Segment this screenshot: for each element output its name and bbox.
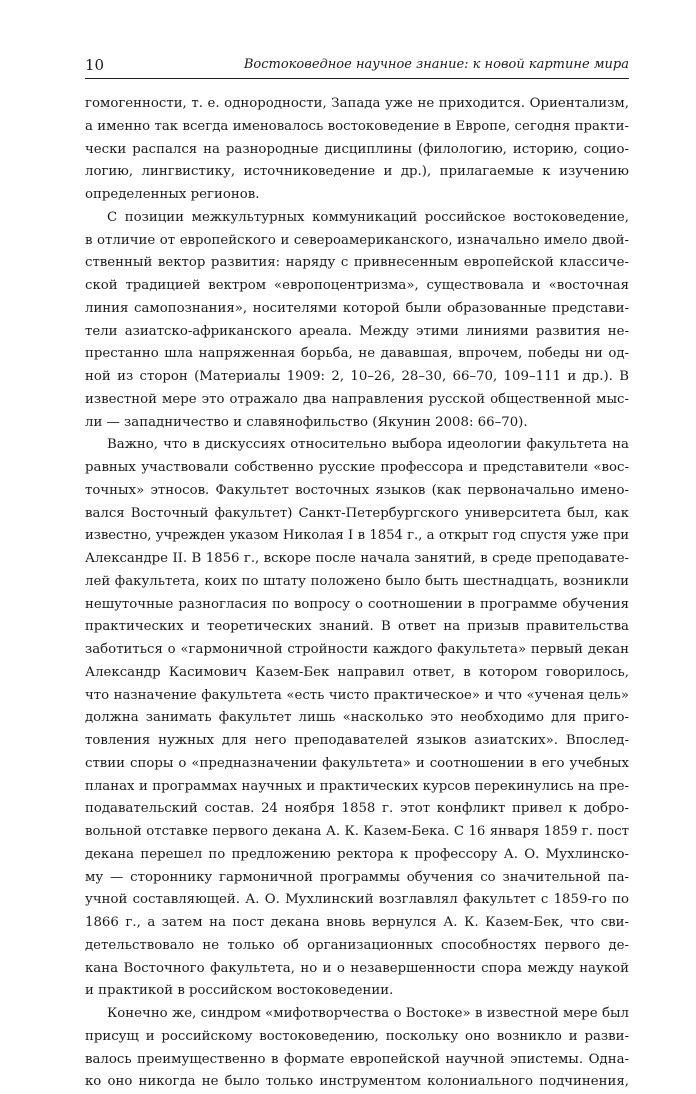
text-line: должна занимать факультет лишь «насколько это необходимо для приго- <box>85 710 629 726</box>
text-line: товления нужных для него преподавателей языков азиатских». Впослед- <box>85 733 629 748</box>
text-line: детельствовало не только об организационных способностях первого де- <box>85 937 629 953</box>
text-line: гомогенности, т. е. однородности, Запада уже не приходится. Ориентализм, <box>85 96 629 111</box>
text-line: практических и теоретических знаний. В ответ на призыв правительства <box>85 619 629 635</box>
text-line: валось преимущественно в формате европейской научной эпистемы. Одна- <box>85 1051 629 1067</box>
text-line: Александре II. В 1856 г., вскоре после начала занятий, в среде преподавате- <box>85 551 629 566</box>
running-title: Востоковедное научное знание: к новой картине мира <box>243 57 629 72</box>
text-line: Важно, что в дискуссиях относительно выбора идеологии факультета на <box>107 437 629 453</box>
text-line: вался Восточный факультет) Санкт-Петербургского университета был, как <box>85 505 629 521</box>
text-line: определенных регионов. <box>85 187 260 202</box>
text-line: ствии споры о «предназначении факультета» и соотношении в его учебных <box>85 755 629 771</box>
paragraph <box>85 207 629 435</box>
text-line: и практикой в российском востоковедении. <box>85 983 394 999</box>
text-line: присущ и российскому востоковедению, поскольку оно возникло и разви- <box>85 1028 629 1044</box>
text-line: тели азиатско-африканского ареала. Между этими линиями развития не- <box>85 323 629 339</box>
text-line: логию, лингвистику, источниковедение и др.), прилагаемые к изучению <box>85 164 629 180</box>
text-line: известной мере это отражало два направления русской общественной мыс- <box>85 391 629 407</box>
text-line: нешуточные разногласия по вопросу о соотношении в программе обучения <box>85 596 629 612</box>
text-line: точных» этносов. Факультет восточных языков (как первоначально имено- <box>85 482 629 498</box>
text-line: престанно шла напряженная борьба, не дававшая, впрочем, победы ни од- <box>85 346 629 362</box>
text-line: кана Восточного факультета, но и о незавершенности спора между наукой <box>85 960 629 976</box>
paragraph <box>85 93 629 207</box>
book-page <box>85 0 629 1090</box>
text-line: лей факультета, коих по штату положено было быть шестнадцать, возникли <box>85 573 629 589</box>
text-line: Конечно же, синдром «мифотворчества о Востоке» в известной мере был <box>107 1006 629 1021</box>
text-line: чески распался на разнородные дисциплины (филологию, историю, социо- <box>85 141 629 157</box>
text-line: ственный вектор развития: наряду с привнесенным европейской классиче- <box>85 255 629 271</box>
text-line: линия самопознания», носителями которой были образованные представи- <box>85 300 629 316</box>
text-line: декана перешел по предложению ректора к профессору А. О. Мухлинско- <box>85 846 629 862</box>
text-line: известно, учрежден указом Николая I в 1854 г., а открыт год спустя уже при <box>85 528 629 544</box>
text-line: му — стороннику гармоничной программы обучения со значительной па- <box>85 869 629 885</box>
text-line: заботиться о «гармоничной стройности каждого факультета» первый декан <box>85 642 629 657</box>
page-number: 10 <box>85 56 105 74</box>
text-line: подавательский состав. 24 ноября 1858 г. этот конфликт привел к добро- <box>85 801 629 817</box>
text-line: учной составляющей. А. О. Мухлинский возглавлял факультет с 1859-го по <box>85 892 629 908</box>
text-line: равных участвовали собственно русские профессора и представители «вос- <box>85 460 629 475</box>
text-line: ко оно никогда не было только инструментом колониального подчинения, <box>85 1074 629 1090</box>
text-line: что назначение факультета «есть чисто практическое» и что «ученая цель» <box>85 687 629 703</box>
paragraph <box>85 434 629 1003</box>
text-line: С позиции межкультурных коммуникаций российское востоковедение, <box>107 209 629 225</box>
text-line: 1866 г., а затем на пост декана вновь вернулся А. К. Казем-Бек, что сви- <box>85 915 629 930</box>
text-line: а именно так всегда именовалось востоковедение в Европе, сегодня практи- <box>85 118 629 134</box>
text-line: в отличие от европейского и североамериканского, изначально имело двой- <box>85 232 629 248</box>
text-line: ской традицией вектром «европоцентризма», существовала и «восточная <box>85 278 629 293</box>
text-line: Александр Касимович Казем-Бек направил ответ, в котором говорилось, <box>85 664 629 680</box>
body-text <box>85 93 629 1094</box>
text-line: планах и программах научных и практических курсов перекинулись на пре- <box>85 778 629 794</box>
paragraph <box>85 1003 629 1094</box>
text-line: ли — западничество и славянофильство (Якунин 2008: 66–70). <box>85 414 528 430</box>
text-line: ной из сторон (Материалы 1909: 2, 10–26, 28–30, 66–70, 109–111 и др.). В <box>85 369 629 384</box>
running-header <box>85 54 629 79</box>
text-line: вольной отставке первого декана А. К. Казем-Бека. С 16 января 1859 г. пост <box>85 824 629 839</box>
